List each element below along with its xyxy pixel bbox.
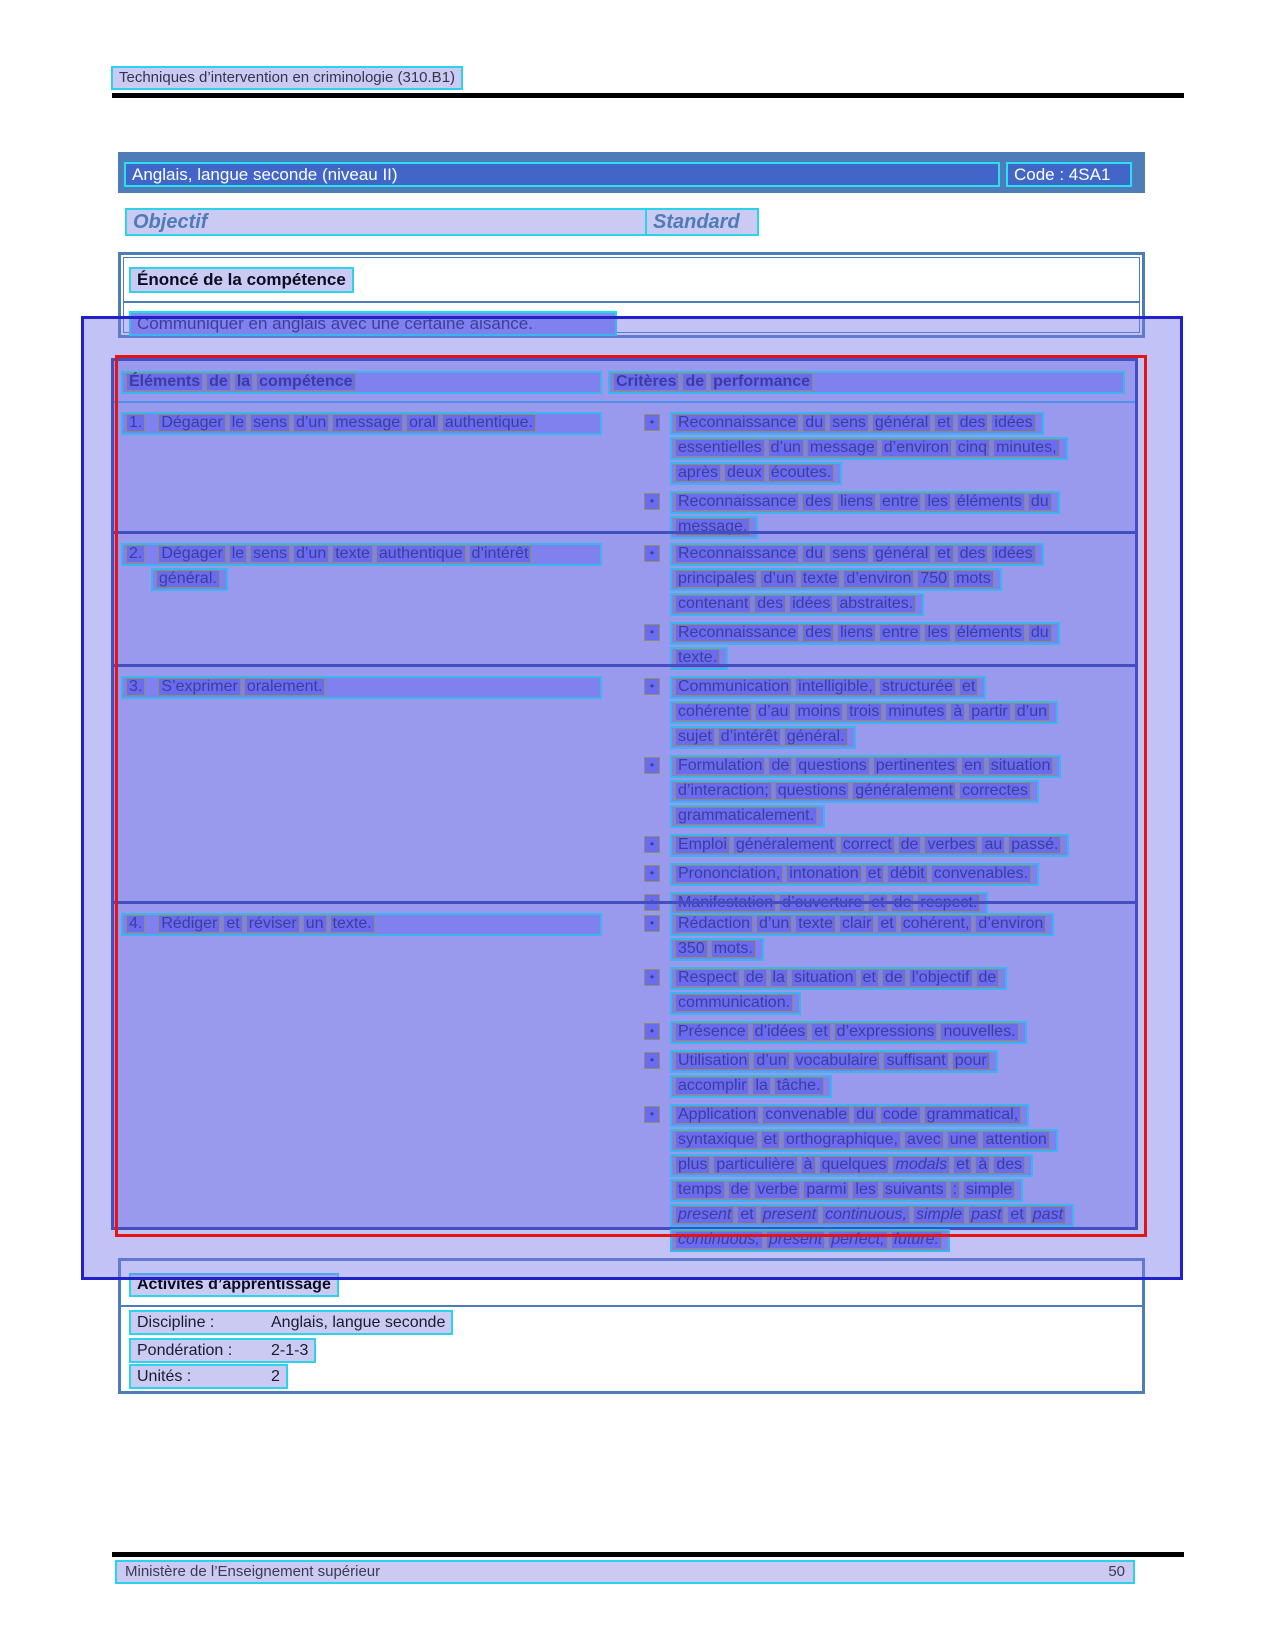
- ocr-word-highlight: sens: [829, 414, 869, 432]
- table-header-criteres: [608, 371, 1125, 394]
- ocr-word-highlight: sujet: [675, 728, 715, 746]
- ocr-word-highlight: le: [229, 414, 247, 432]
- ocr-word-highlight: et: [934, 414, 953, 432]
- ocr-word-highlight: texte: [332, 545, 373, 563]
- ocr-word-highlight: général: [872, 414, 931, 432]
- standard-label: Standard: [653, 211, 740, 233]
- ocr-word-highlight: communication.: [675, 994, 793, 1012]
- info-field: [129, 1310, 453, 1335]
- ocr-word-highlight: Reconnaissance: [675, 624, 799, 642]
- bullet-icon: •: [644, 1052, 660, 1069]
- ocr-line-highlight: [670, 992, 801, 1015]
- ocr-word-highlight: modals: [892, 1156, 950, 1174]
- ocr-word-highlight: trois: [846, 703, 882, 721]
- ocr-line-highlight: [670, 1229, 950, 1252]
- ocr-word-highlight: message: [332, 414, 403, 432]
- ocr-word-highlight: du: [802, 414, 826, 432]
- ocr-word-highlight: simple: [913, 1206, 965, 1224]
- ocr-word-highlight: d’intérêt: [718, 728, 781, 746]
- ocr-word-highlight: d’intérêt: [469, 545, 532, 563]
- element-number: 4.: [126, 915, 145, 933]
- ocr-word-highlight: du: [1028, 493, 1052, 511]
- ocr-word-highlight: de: [898, 836, 922, 854]
- ocr-word-highlight: temps: [675, 1181, 725, 1199]
- ocr-word-highlight: present: [760, 1206, 819, 1224]
- ocr-word-highlight: les: [924, 624, 950, 642]
- footer-page-number: 50: [1108, 1563, 1125, 1580]
- ocr-word-highlight: d’un: [753, 1052, 789, 1070]
- ocr-word-highlight: et: [868, 894, 887, 912]
- ocr-word-highlight: verbe: [754, 1181, 800, 1199]
- ocr-word-highlight: abstraites.: [836, 595, 916, 613]
- bullet-icon: •: [644, 678, 660, 695]
- ocr-line-highlight: [670, 622, 1060, 645]
- ocr-word-highlight: tâche.: [774, 1077, 824, 1095]
- ocr-word-highlight: Dégager: [158, 414, 225, 432]
- ocr-word-highlight: général.: [784, 728, 848, 746]
- ocr-word-highlight: Emploi: [675, 836, 730, 854]
- ocr-word-highlight: pertinentes: [873, 757, 958, 775]
- ocr-word-highlight: entre: [879, 493, 921, 511]
- ocr-word-highlight: 350: [675, 940, 708, 958]
- bullet-icon: •: [644, 757, 660, 774]
- ocr-word-highlight: authentique.: [442, 414, 536, 432]
- ocr-word-highlight: d’un: [293, 545, 329, 563]
- ocr-word-highlight: future.: [891, 1231, 942, 1249]
- ocr-word-highlight: Application: [675, 1106, 759, 1124]
- ocr-word-highlight: un: [303, 915, 327, 933]
- ocr-word-highlight: de: [891, 894, 915, 912]
- competence-table: [111, 358, 1138, 1248]
- criteria-item: [644, 967, 1135, 1017]
- ocr-line-highlight: [670, 913, 1054, 936]
- ocr-word-highlight: suffisant: [883, 1052, 948, 1070]
- ocr-line-highlight: [670, 676, 986, 699]
- ocr-line-highlight: [670, 543, 1044, 566]
- ocr-word-highlight: sens: [250, 545, 290, 563]
- ocr-word-highlight: pour: [952, 1052, 990, 1070]
- ocr-word-highlight: du: [853, 1106, 877, 1124]
- info-field: [129, 1338, 316, 1363]
- ocr-word-highlight: de: [768, 757, 792, 775]
- ocr-word-highlight: intonation: [786, 865, 861, 883]
- ocr-word-highlight: débit: [887, 865, 928, 883]
- ocr-word-highlight: idées: [991, 545, 1035, 563]
- ocr-word-highlight: texte: [800, 570, 841, 588]
- ocr-line-highlight: [670, 568, 1002, 591]
- ocr-word-highlight: minutes,: [993, 439, 1059, 457]
- ocr-word-highlight: à: [801, 1156, 816, 1174]
- ocr-line-highlight: [121, 543, 602, 566]
- ocr-word-highlight: partir: [968, 703, 1010, 721]
- ocr-word-highlight: entre: [879, 624, 921, 642]
- bullet-icon: •: [644, 969, 660, 986]
- ocr-word-highlight: d’ouverture: [779, 894, 865, 912]
- ocr-line-highlight: [670, 1129, 1058, 1152]
- ocr-word-highlight: d’environ: [881, 439, 952, 457]
- ocr-word-highlight: d’au: [755, 703, 791, 721]
- ocr-line-highlight: [670, 834, 1069, 857]
- criteria-item: [644, 755, 1135, 830]
- bullet-icon: •: [644, 1023, 660, 1040]
- ocr-word-highlight: continuous,: [675, 1231, 763, 1249]
- ocr-word-highlight: liens: [837, 493, 876, 511]
- info-field-label: Discipline :: [137, 1314, 215, 1331]
- ocr-word-highlight: les: [924, 493, 950, 511]
- info-field-value: 2-1-3: [271, 1342, 309, 1359]
- ocr-line-highlight: [121, 913, 602, 936]
- ocr-line-highlight: [670, 863, 1039, 886]
- ocr-word-highlight: quelques: [819, 1156, 890, 1174]
- bullet-icon: •: [644, 624, 660, 641]
- info-field-label: Pondération :: [137, 1342, 233, 1359]
- info-field-value: 2: [271, 1368, 280, 1385]
- ocr-word-highlight: avec: [904, 1131, 944, 1149]
- ocr-word-highlight: liens: [837, 624, 876, 642]
- ocr-line-highlight: [670, 755, 1061, 778]
- ocr-word-highlight: perfect,: [828, 1231, 887, 1249]
- ocr-word-highlight: généralement: [852, 782, 956, 800]
- ocr-word-highlight: et: [953, 1156, 972, 1174]
- ocr-word-highlight: syntaxique: [675, 1131, 758, 1149]
- footer-rule: [112, 1552, 1184, 1557]
- enonce-heading-text: Énoncé de la compétence: [137, 270, 346, 289]
- bullet-icon: •: [644, 545, 660, 562]
- criteria-item: [644, 543, 1135, 618]
- ocr-line-highlight: [670, 805, 825, 828]
- criteria-item: [644, 676, 1135, 751]
- ocr-word-highlight: convenables.: [931, 865, 1031, 883]
- ocr-word-highlight: past: [1030, 1206, 1066, 1224]
- criteria-item: [644, 863, 1135, 888]
- ocr-word-highlight: principales: [675, 570, 757, 588]
- ocr-word-highlight: :: [950, 1181, 960, 1199]
- ocr-word-highlight: correctes: [959, 782, 1031, 800]
- ocr-word-highlight: Rédiger: [158, 915, 220, 933]
- page-footer: [115, 1560, 1135, 1584]
- ocr-word-highlight: généralement: [733, 836, 837, 854]
- table-header-elements: [121, 371, 602, 394]
- ocr-word-highlight: vocabulaire: [793, 1052, 881, 1070]
- ocr-word-highlight: questions: [795, 757, 870, 775]
- ocr-word-highlight: à: [950, 703, 965, 721]
- ocr-word-highlight: oralement.: [244, 678, 326, 696]
- element-number: 2.: [126, 545, 145, 563]
- ocr-word-highlight: essentielles: [675, 439, 765, 457]
- ocr-line-highlight: [121, 676, 602, 699]
- ocr-word-highlight: suivants: [882, 1181, 947, 1199]
- ocr-word-highlight: mots: [953, 570, 994, 588]
- ocr-word-highlight: l’objectif: [909, 969, 973, 987]
- enonce-heading: [129, 267, 354, 293]
- competence-row: [114, 403, 1135, 535]
- ocr-word-highlight: performance: [710, 373, 813, 391]
- ocr-word-highlight: du: [802, 545, 826, 563]
- ocr-word-highlight: message.: [675, 518, 750, 536]
- ocr-word-highlight: éléments: [954, 493, 1025, 511]
- ocr-line-highlight: [670, 780, 1039, 803]
- ocr-word-highlight: Utilisation: [675, 1052, 750, 1070]
- ocr-line-highlight: [151, 568, 228, 591]
- ocr-word-highlight: la: [770, 969, 788, 987]
- element-number: 3.: [126, 678, 145, 696]
- course-banner: [118, 152, 1145, 193]
- activites-heading-text: Activités d’apprentissage: [137, 1276, 331, 1293]
- criteria-item: [644, 1050, 1135, 1100]
- ocr-word-highlight: à: [975, 1156, 990, 1174]
- ocr-word-highlight: present: [675, 1206, 734, 1224]
- ocr-word-highlight: et: [860, 969, 879, 987]
- ocr-word-highlight: passé.: [1008, 836, 1061, 854]
- ocr-word-highlight: et: [737, 1206, 756, 1224]
- ocr-word-highlight: et: [761, 1131, 780, 1149]
- ocr-word-highlight: le: [229, 545, 247, 563]
- element-number: 1.: [126, 414, 145, 432]
- ocr-word-highlight: compétence: [256, 373, 355, 391]
- enonce-statement: [129, 311, 617, 336]
- ocr-word-highlight: de: [743, 969, 767, 987]
- ocr-word-highlight: intelligible,: [795, 678, 876, 696]
- ocr-word-highlight: contenant: [675, 595, 751, 613]
- ocr-word-highlight: en: [961, 757, 985, 775]
- objectif-label: Objectif: [133, 211, 208, 233]
- ocr-word-highlight: d’environ: [975, 915, 1046, 933]
- ocr-word-highlight: d’un: [756, 915, 792, 933]
- enonce-divider: [124, 301, 1139, 303]
- running-header: [111, 66, 463, 90]
- ocr-word-highlight: sens: [250, 414, 290, 432]
- ocr-word-highlight: situation: [988, 757, 1054, 775]
- bullet-icon: •: [644, 493, 660, 510]
- ocr-word-highlight: mots.: [711, 940, 756, 958]
- ocr-word-highlight: et: [865, 865, 884, 883]
- ocr-word-highlight: texte.: [675, 649, 720, 667]
- bullet-icon: •: [644, 894, 660, 911]
- enonce-statement-text: Communiquer en anglais avec une certaine aisance.: [137, 314, 533, 333]
- info-field: [129, 1364, 288, 1389]
- ocr-line-highlight: [670, 726, 856, 749]
- ocr-line-highlight: [670, 462, 842, 485]
- ocr-word-highlight: S’exprimer: [158, 678, 240, 696]
- ocr-word-highlight: grammatical,: [924, 1106, 1022, 1124]
- bullet-icon: •: [644, 915, 660, 932]
- ocr-word-highlight: minutes: [885, 703, 947, 721]
- bullet-icon: •: [644, 836, 660, 853]
- footer-ministry: Ministère de l’Enseignement supérieur: [125, 1563, 381, 1580]
- ocr-word-highlight: code: [880, 1106, 921, 1124]
- course-code: Code : 4SA1: [1014, 165, 1111, 184]
- criteria-item: [644, 834, 1135, 859]
- ocr-word-highlight: attention: [982, 1131, 1049, 1149]
- ocr-word-highlight: oral: [406, 414, 439, 432]
- ocr-word-highlight: Reconnaissance: [675, 414, 799, 432]
- ocr-word-highlight: Éléments: [126, 373, 203, 391]
- criteria-item: [644, 1021, 1135, 1046]
- ocr-line-highlight: [670, 1179, 1023, 1202]
- ocr-word-highlight: la: [752, 1077, 770, 1095]
- ocr-line-highlight: [670, 1050, 998, 1073]
- ocr-word-highlight: present: [766, 1231, 825, 1249]
- ocr-line-highlight: [670, 1021, 1027, 1044]
- ocr-word-highlight: convenable: [762, 1106, 850, 1124]
- ocr-line-highlight: [670, 593, 924, 616]
- ocr-word-highlight: général.: [156, 570, 220, 588]
- ocr-word-highlight: parmi: [803, 1181, 849, 1199]
- ocr-word-highlight: d’expressions: [834, 1023, 938, 1041]
- ocr-word-highlight: Reconnaissance: [675, 493, 799, 511]
- ocr-word-highlight: questions: [775, 782, 850, 800]
- bullet-icon: •: [644, 865, 660, 882]
- ocr-word-highlight: grammaticalement.: [675, 807, 817, 825]
- ocr-word-highlight: sens: [829, 545, 869, 563]
- ocr-word-highlight: past: [968, 1206, 1004, 1224]
- ocr-word-highlight: particulière: [713, 1156, 797, 1174]
- bullet-icon: •: [644, 414, 660, 431]
- ocr-line-highlight: [670, 1204, 1074, 1227]
- ocr-word-highlight: et: [1007, 1206, 1026, 1224]
- bullet-icon: •: [644, 1106, 660, 1123]
- ocr-word-highlight: Rédaction: [675, 915, 753, 933]
- ocr-word-highlight: des: [802, 624, 834, 642]
- ocr-word-highlight: des: [957, 414, 989, 432]
- ocr-word-highlight: correct: [840, 836, 895, 854]
- activites-divider: [121, 1305, 1142, 1307]
- ocr-word-highlight: Manifestation: [675, 894, 776, 912]
- ocr-word-highlight: verbes: [924, 836, 978, 854]
- course-title-box: [124, 162, 1000, 187]
- ocr-word-highlight: Critères: [613, 373, 679, 391]
- info-field-label: Unités :: [137, 1368, 192, 1385]
- ocr-word-highlight: des: [957, 545, 989, 563]
- ocr-word-highlight: deux: [724, 464, 765, 482]
- ocr-word-highlight: 750: [917, 570, 950, 588]
- ocr-word-highlight: nouvelles.: [940, 1023, 1018, 1041]
- ocr-word-highlight: texte: [795, 915, 836, 933]
- competence-row: [114, 664, 1135, 911]
- ocr-line-highlight: [670, 967, 1007, 990]
- ocr-word-highlight: Communication: [675, 678, 792, 696]
- criteria-item: [644, 1104, 1135, 1254]
- ocr-line-highlight: [670, 437, 1068, 460]
- ocr-word-highlight: message: [807, 439, 878, 457]
- ocr-word-highlight: d’un: [768, 439, 804, 457]
- ocr-word-highlight: moins: [794, 703, 843, 721]
- ocr-word-highlight: de: [882, 969, 906, 987]
- ocr-word-highlight: d’interaction;: [675, 782, 772, 800]
- ocr-word-highlight: éléments: [954, 624, 1025, 642]
- ocr-word-highlight: clair: [839, 915, 874, 933]
- ocr-word-highlight: cinq: [955, 439, 990, 457]
- ocr-word-highlight: Reconnaissance: [675, 545, 799, 563]
- ocr-word-highlight: réviser: [246, 915, 300, 933]
- enonce-section: [118, 252, 1145, 338]
- ocr-line-highlight: [670, 1154, 1033, 1177]
- ocr-word-highlight: les: [852, 1181, 878, 1199]
- ocr-word-highlight: accomplir: [675, 1077, 749, 1095]
- ocr-word-highlight: et: [959, 678, 978, 696]
- ocr-word-highlight: idées: [789, 595, 833, 613]
- ocr-word-highlight: écoutes.: [768, 464, 834, 482]
- ocr-line-highlight: [670, 412, 1044, 435]
- competence-table-header: [114, 361, 1135, 403]
- criteria-item: [644, 913, 1135, 963]
- ocr-word-highlight: d’idées: [752, 1023, 809, 1041]
- criteria-item: [644, 412, 1135, 487]
- ocr-word-highlight: respect.: [917, 894, 980, 912]
- ocr-word-highlight: d’un: [293, 414, 329, 432]
- ocr-word-highlight: et: [934, 545, 953, 563]
- ocr-word-highlight: orthographique,: [783, 1131, 901, 1149]
- ocr-line-highlight: [670, 1104, 1029, 1127]
- ocr-word-highlight: situation: [791, 969, 857, 987]
- ocr-word-highlight: cohérente: [675, 703, 752, 721]
- ocr-word-highlight: structurée: [879, 678, 956, 696]
- ocr-word-highlight: des: [802, 493, 834, 511]
- ocr-line-highlight: [670, 938, 764, 961]
- ocr-word-highlight: continuous,: [822, 1206, 910, 1224]
- ocr-line-highlight: [121, 412, 602, 435]
- ocr-word-highlight: Formulation: [675, 757, 765, 775]
- ocr-word-highlight: d’environ: [843, 570, 914, 588]
- ocr-word-highlight: texte.: [330, 915, 375, 933]
- ocr-word-highlight: et: [877, 915, 896, 933]
- ocr-word-highlight: d’un: [760, 570, 796, 588]
- ocr-word-highlight: idées: [991, 414, 1035, 432]
- ocr-word-highlight: et: [223, 915, 242, 933]
- course-code-box: [1006, 162, 1132, 187]
- course-title: Anglais, langue seconde (niveau II): [132, 165, 398, 184]
- ocr-word-highlight: simple: [963, 1181, 1015, 1199]
- ocr-word-highlight: et: [811, 1023, 830, 1041]
- ocr-line-highlight: [670, 1075, 832, 1098]
- ocr-word-highlight: Dégager: [158, 545, 225, 563]
- ocr-word-highlight: de: [206, 373, 231, 391]
- competence-row: [114, 531, 1135, 664]
- ocr-word-highlight: la: [234, 373, 253, 391]
- ocr-word-highlight: de: [682, 373, 707, 391]
- info-field-value: Anglais, langue seconde: [271, 1314, 446, 1331]
- ocr-word-highlight: du: [1028, 624, 1052, 642]
- ocr-line-highlight: [670, 701, 1058, 724]
- ocr-word-highlight: au: [981, 836, 1005, 854]
- standard-heading: [645, 208, 759, 236]
- ocr-word-highlight: général: [872, 545, 931, 563]
- ocr-word-highlight: de: [976, 969, 1000, 987]
- competence-row: [114, 901, 1135, 1291]
- activites-section: [118, 1258, 1145, 1394]
- ocr-word-highlight: Prononciation,: [675, 865, 783, 883]
- ocr-word-highlight: une: [947, 1131, 980, 1149]
- activites-heading: [129, 1273, 339, 1297]
- ocr-word-highlight: authentique: [376, 545, 466, 563]
- ocr-word-highlight: des: [754, 595, 786, 613]
- ocr-word-highlight: d’un: [1014, 703, 1050, 721]
- ocr-word-highlight: Respect: [675, 969, 740, 987]
- ocr-word-highlight: cohérent,: [900, 915, 973, 933]
- ocr-word-highlight: de: [728, 1181, 752, 1199]
- ocr-word-highlight: Présence: [675, 1023, 749, 1041]
- ocr-word-highlight: plus: [675, 1156, 710, 1174]
- ocr-word-highlight: après: [675, 464, 721, 482]
- ocr-word-highlight: des: [993, 1156, 1025, 1174]
- ocr-line-highlight: [670, 491, 1060, 514]
- running-header-text: Techniques d’intervention en criminologie (310.B1): [119, 69, 456, 86]
- header-rule: [112, 93, 1184, 98]
